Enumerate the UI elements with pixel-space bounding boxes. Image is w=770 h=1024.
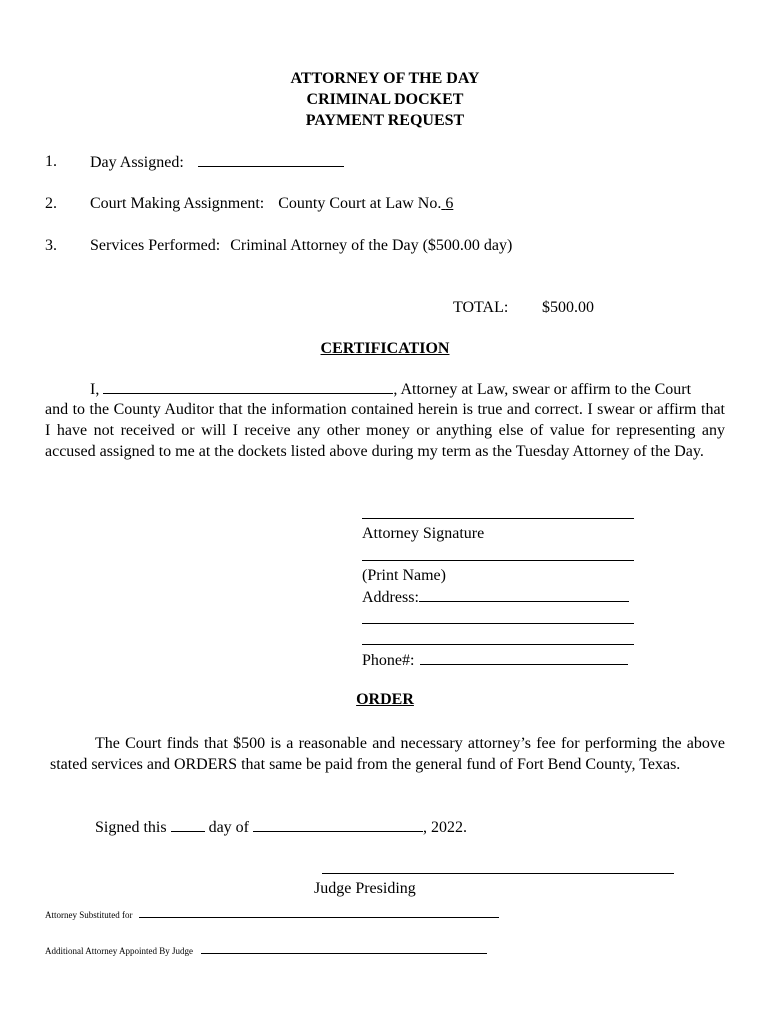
certification-prefix: I, bbox=[90, 381, 100, 398]
attorney-signature-field[interactable] bbox=[362, 518, 634, 519]
total-amount: $500.00 bbox=[542, 299, 594, 316]
judge-presiding-label: Judge Presiding bbox=[314, 880, 416, 897]
address-label: Address: bbox=[362, 589, 419, 606]
address-row bbox=[362, 587, 629, 608]
address-field-3[interactable] bbox=[362, 644, 634, 645]
court-name: County Court at Law No. bbox=[278, 195, 442, 212]
item-2-row bbox=[90, 194, 453, 214]
certification-first-line bbox=[90, 379, 691, 400]
certification-body: and to the County Auditor that the information contained herein is true and correct. I swear or affirm that I have not received or will I receive any other money or anything else of value for representing any accused assigned to me at the dockets listed above during my term as the Tuesday Attorney of the Day. bbox=[45, 401, 725, 460]
order-heading: ORDER bbox=[356, 691, 414, 708]
item-1-number: 1. bbox=[45, 153, 57, 170]
signed-suffix: , 2022. bbox=[423, 819, 467, 836]
title-line-3: PAYMENT REQUEST bbox=[305, 112, 465, 129]
item-3-label: Services Performed: bbox=[90, 237, 221, 254]
item-2-number: 2. bbox=[45, 195, 57, 212]
appointed-row bbox=[45, 945, 487, 957]
order-body: The Court finds that $500 is a reasonable and necessary attorney’s fee for performing the above stated services and ORDERS that same be paid from the general fund of Fort Bend County, Texas. bbox=[50, 735, 725, 773]
appointed-label: Additional Attorney Appointed By Judge bbox=[45, 946, 193, 956]
certification-line1-rest: , Attorney at Law, swear or affirm to the Court bbox=[393, 381, 692, 398]
item-2-label: Court Making Assignment: bbox=[90, 195, 265, 212]
substituted-label: Attorney Substituted for bbox=[45, 910, 133, 920]
services-value: Criminal Attorney of the Day ($500.00 day) bbox=[230, 237, 513, 254]
phone-row bbox=[362, 650, 628, 671]
substituted-row bbox=[45, 909, 499, 921]
total-label: TOTAL: bbox=[453, 299, 509, 316]
title-line-1: ATTORNEY OF THE DAY bbox=[290, 70, 480, 87]
attorney-signature-label: Attorney Signature bbox=[362, 525, 485, 542]
phone-field[interactable] bbox=[420, 650, 628, 665]
signed-month-field[interactable] bbox=[253, 817, 423, 832]
certification-heading: CERTIFICATION bbox=[320, 340, 450, 357]
day-assigned-field[interactable] bbox=[198, 152, 344, 167]
address-field-2[interactable] bbox=[362, 623, 634, 624]
attorney-name-field[interactable] bbox=[103, 379, 393, 394]
signed-prefix: Signed this bbox=[95, 819, 167, 836]
title-line-2: CRIMINAL DOCKET bbox=[306, 91, 464, 108]
phone-label: Phone#: bbox=[362, 652, 415, 669]
signed-line bbox=[95, 817, 467, 838]
print-name-label: (Print Name) bbox=[362, 567, 446, 584]
appointed-field[interactable] bbox=[201, 945, 487, 954]
item-1-label: Day Assigned: bbox=[90, 154, 184, 171]
address-field-1[interactable] bbox=[419, 587, 629, 602]
judge-signature-field[interactable] bbox=[322, 873, 674, 874]
court-number-field[interactable]: 6 bbox=[445, 195, 454, 212]
substituted-field[interactable] bbox=[139, 909, 499, 918]
signed-day-field[interactable] bbox=[171, 817, 205, 832]
item-1-row bbox=[90, 152, 344, 173]
signed-middle: day of bbox=[208, 819, 249, 836]
item-3-row bbox=[90, 236, 512, 256]
print-name-field[interactable] bbox=[362, 560, 634, 561]
item-3-number: 3. bbox=[45, 237, 57, 254]
